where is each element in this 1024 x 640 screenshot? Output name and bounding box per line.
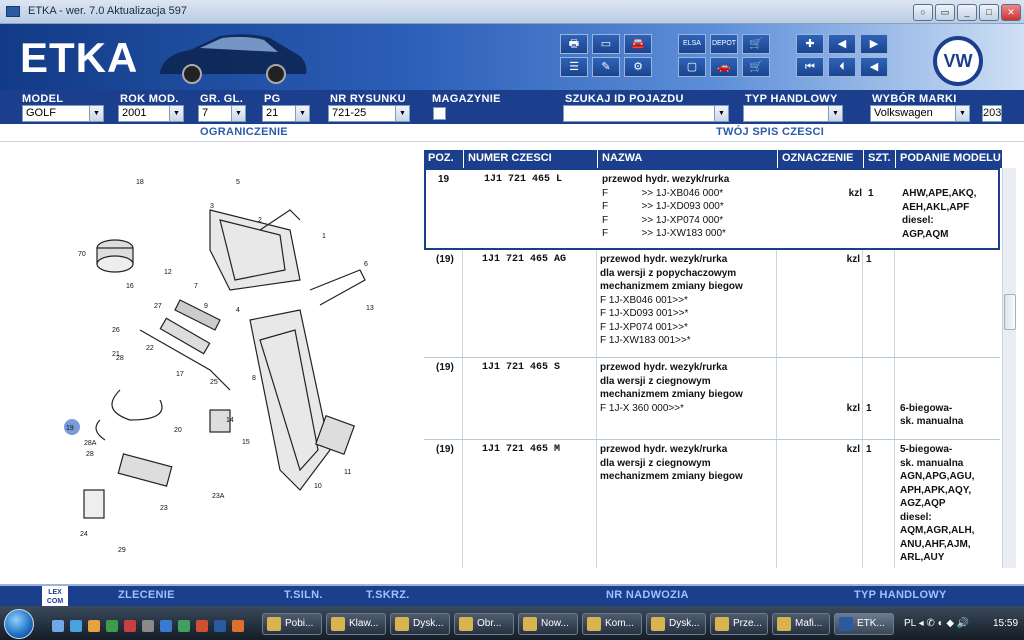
row-poz: (19) — [436, 444, 454, 455]
clock[interactable]: 15:59 — [993, 618, 1019, 629]
model-line: AGN,APG,AGU, — [900, 471, 975, 482]
row-part-number: 1J1 721 465 AG — [482, 254, 567, 265]
chevron-down-icon: ▼ — [714, 106, 728, 121]
taskbar-item-label: Obr... — [477, 618, 502, 629]
list-icon[interactable]: ☰ — [560, 57, 588, 77]
row-poz: 19 — [438, 174, 450, 185]
window-title: ETKA - wer. 7.0 Aktualizacja 597 — [28, 5, 187, 17]
brand-select[interactable] — [870, 105, 970, 122]
book-icon[interactable]: ▭ — [592, 34, 620, 54]
taskbar-item[interactable] — [772, 613, 830, 635]
row-model — [900, 443, 1000, 565]
row-poz: (19) — [436, 254, 454, 265]
model-line — [900, 375, 1000, 389]
gearbox-code-button[interactable]: T.SKRZ. — [366, 589, 410, 601]
callout-1: 1 — [322, 233, 326, 240]
model-line: ARL,AUY — [900, 552, 945, 563]
callout-13: 13 — [366, 305, 374, 312]
name-line: F >> 1J-XW183 000* — [602, 228, 726, 239]
restore-button[interactable]: □ — [979, 4, 999, 21]
model-line: AEH,AKL,APF — [902, 201, 970, 213]
warehouse-label: MAGAZYNIE — [432, 93, 501, 105]
model-line: diesel: — [900, 511, 932, 523]
page-next-icon[interactable]: ▶ — [860, 34, 888, 54]
cart-icon[interactable]: 🛒 — [742, 34, 770, 54]
taskbar-item[interactable] — [646, 613, 706, 635]
taskbar-item-label: Mafi... — [795, 618, 823, 629]
name-line: mechanizmem zmiany biegow — [600, 389, 743, 400]
taskbar-item[interactable] — [454, 613, 514, 635]
chevron-down-icon: ▼ — [955, 106, 969, 121]
drawing-select[interactable] — [328, 105, 410, 122]
firefox-icon[interactable] — [88, 620, 100, 632]
name-line: F >> 1J-XD093 000* — [602, 201, 724, 212]
callout-9: 9 — [204, 303, 208, 310]
bottom-bar — [0, 584, 1024, 606]
brand-value: Volkswagen — [874, 107, 933, 119]
vehicle-id-label: SZUKAJ ID POJAZDU — [565, 93, 684, 105]
lexcom-logo: LEX COM — [42, 586, 68, 608]
row-name — [600, 253, 780, 348]
vehicle-id-select[interactable] — [563, 105, 729, 122]
taskbar-item-label: Pobi... — [285, 618, 314, 629]
row-code: kzl — [848, 188, 862, 199]
row-qty: 1 — [866, 444, 872, 455]
taskbar-item-label: ETK... — [857, 618, 885, 629]
order-button[interactable]: ZLECENIE — [118, 589, 175, 601]
app-header — [0, 24, 1024, 90]
model-line: 5-biegowa- — [900, 444, 953, 455]
name-line: mechanizmem zmiany biegow — [600, 471, 743, 482]
row-name — [602, 173, 782, 241]
group-label: GR. GL. — [200, 93, 244, 105]
model-line: APH,APK,AQY, — [900, 484, 972, 496]
wheel-icon[interactable]: ⚙ — [624, 57, 652, 77]
car-icon[interactable]: 🚘 — [624, 34, 652, 54]
app-icon[interactable] — [142, 620, 154, 632]
group-select[interactable] — [198, 105, 246, 122]
restriction-heading[interactable]: OGRANICZENIE — [200, 126, 288, 138]
model-line — [900, 388, 1000, 402]
close-button[interactable]: ✕ — [1001, 4, 1021, 21]
depot-icon[interactable]: DEPOT — [710, 34, 738, 54]
pg-label: PG — [264, 93, 281, 105]
model-line — [900, 361, 1000, 375]
chevron-down-icon: ▼ — [89, 106, 103, 121]
callout-26: 26 — [112, 327, 120, 334]
pg-value: 21 — [266, 107, 279, 119]
col-code[interactable]: OZNACZENIE — [778, 150, 864, 168]
trade-type-select[interactable] — [743, 105, 843, 122]
name-line: F 1J-XW183 001>>* — [600, 335, 691, 346]
model-line: diesel: — [902, 215, 934, 226]
taskbar-item[interactable] — [262, 613, 322, 635]
callout-6: 6 — [364, 261, 368, 268]
callout-23: 23 — [160, 505, 168, 512]
chevron-down-icon: ▼ — [231, 106, 245, 121]
ie-icon[interactable] — [70, 620, 82, 632]
model-value: GOLF — [26, 107, 56, 119]
row-code: kzl — [846, 403, 860, 414]
year-value: 2001 — [122, 107, 147, 119]
name-line: przewod hydr. wezyk/rurka — [602, 174, 730, 185]
col-poz[interactable]: POZ. — [424, 150, 464, 168]
drawing-label: NR RYSUNKU — [330, 93, 406, 105]
pg-select[interactable] — [262, 105, 310, 122]
app-icon — [6, 6, 20, 17]
row-model — [902, 187, 1000, 241]
taskbar-item[interactable] — [390, 613, 450, 635]
callout-23a: 23A — [212, 493, 225, 500]
col-name[interactable]: NAZWA — [598, 150, 778, 168]
chevron-down-icon: ▼ — [295, 106, 309, 121]
name-line: przewod hydr. wezyk/rurka — [600, 362, 728, 373]
col-part-number[interactable]: NUMER CZESCI — [464, 150, 598, 168]
taskbar-item[interactable] — [582, 613, 642, 635]
row-code: kzl — [846, 254, 860, 265]
callout-15: 15 — [242, 439, 250, 446]
result-count: 203 — [982, 105, 1002, 122]
back-icon[interactable]: ◀ — [860, 57, 888, 77]
skype-icon[interactable] — [160, 620, 172, 632]
callout-20: 20 — [174, 427, 182, 434]
screen-icon[interactable]: ▢ — [678, 57, 706, 77]
os-taskbar — [0, 606, 1024, 640]
table-row[interactable] — [424, 168, 1000, 250]
trade-type-label: TYP HANDLOWY — [745, 93, 838, 105]
taskbar-item-label: Dysk... — [413, 618, 444, 629]
callout-17: 17 — [176, 371, 184, 378]
desktop-icon[interactable] — [52, 620, 64, 632]
chevron-down-icon: ▼ — [395, 106, 409, 121]
callout-28b: 28 — [86, 451, 94, 458]
parts-table-body — [424, 168, 1000, 568]
callout-10: 10 — [314, 483, 322, 490]
taskbar-item-label: Prze... — [733, 618, 762, 629]
prev-icon[interactable]: ⏴ — [828, 57, 856, 77]
chevron-down-icon: ▼ — [828, 106, 842, 121]
callout-29: 29 — [118, 547, 126, 554]
name-line: dla wersji z ciegnowym — [600, 457, 711, 469]
extra-button[interactable]: ○ — [913, 4, 933, 21]
system-tray[interactable]: PL ◂ ✆ ◐ ◆ 🔊 — [904, 618, 970, 629]
group-value: 7 — [202, 107, 209, 119]
row-qty: 1 — [866, 403, 872, 414]
opera-icon[interactable] — [124, 620, 136, 632]
callout-12: 12 — [164, 269, 172, 276]
taskbar-item-label: Dysk... — [669, 618, 700, 629]
row-code: kzl — [846, 444, 860, 455]
callout-70: 70 — [78, 251, 86, 258]
callout-7: 7 — [194, 283, 198, 290]
callout-18: 18 — [136, 179, 144, 186]
vw-logo: VW — [933, 36, 983, 86]
name-line: przewod hydr. wezyk/rurka — [600, 254, 728, 265]
taskbar-item[interactable] — [518, 613, 578, 635]
callout-8: 8 — [252, 375, 256, 382]
name-line: dla wersji z popychaczowym — [600, 267, 737, 279]
parts-table-header — [424, 150, 1002, 168]
chrome-icon[interactable] — [106, 620, 118, 632]
car-banner-image — [150, 28, 310, 86]
name-line: dla wersji z ciegnowym — [600, 375, 711, 387]
section-bar — [0, 124, 1024, 142]
table-row[interactable] — [424, 440, 1000, 568]
callout-11: 11 — [344, 469, 352, 476]
model-select[interactable] — [22, 105, 104, 122]
col-model[interactable]: PODANIE MODELU — [900, 152, 1001, 164]
etka-quick-icon[interactable] — [214, 620, 226, 632]
name-line: przewod hydr. wezyk/rurka — [600, 444, 728, 455]
media-icon[interactable] — [196, 620, 208, 632]
utorrent-icon[interactable] — [178, 620, 190, 632]
table-row[interactable] — [424, 358, 1000, 440]
page-prev-icon[interactable]: ◀ — [828, 34, 856, 54]
model-line: 6-biegowa- — [900, 402, 953, 414]
model-line: AHW,APE,AKQ, — [902, 188, 977, 199]
table-scrollbar[interactable] — [1002, 168, 1016, 568]
table-row[interactable] — [424, 250, 1000, 358]
callout-16: 16 — [126, 283, 134, 290]
callout-14: 14 — [226, 417, 234, 424]
callout-2: 2 — [258, 217, 262, 224]
parts-diagram[interactable] — [60, 170, 390, 560]
start-button[interactable] — [4, 609, 34, 639]
callout-24: 24 — [80, 531, 88, 538]
drawing-value: 721-25 — [332, 107, 367, 119]
name-line: F >> 1J-XP074 000* — [602, 214, 724, 226]
taskbar-item-active[interactable] — [834, 613, 894, 635]
model-line: AGZ,AQP — [900, 498, 946, 509]
cart2-icon[interactable]: 🛒 — [742, 57, 770, 77]
callout-28: 28 — [116, 355, 124, 362]
callout-27: 27 — [154, 303, 162, 310]
vin-button[interactable]: NR NADWOZIA — [606, 589, 689, 601]
callout-4: 4 — [236, 307, 240, 314]
scroll-thumb[interactable] — [1004, 294, 1016, 330]
car2-icon[interactable]: 🚗 — [710, 57, 738, 77]
elsa-icon[interactable]: ELSA — [678, 34, 706, 54]
row-qty: 1 — [866, 254, 872, 265]
warehouse-checkbox[interactable] — [433, 107, 446, 120]
model-line: sk. manualna — [900, 416, 964, 427]
minimize-button[interactable]: _ — [957, 4, 977, 21]
row-model — [900, 361, 1000, 429]
taskbar-item[interactable] — [710, 613, 768, 635]
name-line: F 1J-X 360 000>>* — [600, 402, 684, 414]
model-label: MODEL — [22, 93, 64, 105]
parts-list-heading[interactable]: TWÓJ SPIS CZESCI — [716, 126, 825, 138]
name-line: F 1J-XP074 001>>* — [600, 321, 688, 333]
model-line: ANU,AHF,AJM, — [900, 538, 971, 550]
col-qty[interactable]: SZT. — [864, 150, 896, 168]
model-line: AQM,AGR,ALH, — [900, 525, 975, 536]
callout-28a: 28A — [84, 440, 97, 447]
fullscreen-button[interactable]: ▭ — [935, 4, 955, 21]
pin-icon[interactable]: ✚ — [796, 34, 824, 54]
row-part-number: 1J1 721 465 L — [484, 174, 563, 185]
callout-21: 21 — [112, 351, 120, 358]
brand-label: WYBÓR MARKI — [872, 93, 957, 105]
row-name — [600, 361, 780, 415]
row-name — [600, 443, 780, 484]
engine-code-button[interactable]: T.SILN. — [284, 589, 323, 601]
chevron-down-icon: ▼ — [169, 106, 183, 121]
taskbar-item-label: Kom... — [605, 618, 634, 629]
callout-5: 5 — [236, 179, 240, 186]
row-part-number: 1J1 721 465 S — [482, 362, 561, 373]
print-icon[interactable]: 🖶 — [560, 34, 588, 54]
title-bar — [0, 0, 1024, 24]
model-line: sk. manualna — [900, 457, 964, 469]
taskbar-item-label: Now... — [541, 618, 569, 629]
browser-icon[interactable] — [232, 620, 244, 632]
callout-25: 25 — [210, 379, 218, 386]
etka-logo: ETKA — [20, 34, 139, 81]
pencil-icon[interactable]: ✎ — [592, 57, 620, 77]
model-line: AGP,AQM — [902, 228, 949, 240]
filter-bar — [0, 90, 1024, 124]
row-poz: (19) — [436, 362, 454, 373]
name-line: F 1J-XB046 001>>* — [600, 294, 688, 306]
taskbar-item-label: Klaw... — [349, 618, 379, 629]
first-icon[interactable]: ⏮ — [796, 57, 824, 77]
callout-3: 3 — [210, 203, 214, 210]
year-label: ROK MOD. — [120, 93, 179, 105]
name-line: F >> 1J-XB046 000* — [602, 187, 724, 199]
year-select[interactable] — [118, 105, 184, 122]
taskbar-item[interactable] — [326, 613, 386, 635]
trade-type-button[interactable]: TYP HANDLOWY — [854, 589, 947, 601]
callout-22: 22 — [146, 345, 154, 352]
row-qty: 1 — [868, 188, 874, 199]
name-line: F 1J-XD093 001>>* — [600, 308, 689, 319]
row-part-number: 1J1 721 465 M — [482, 444, 561, 455]
callout-19: 19 — [66, 425, 74, 432]
name-line: mechanizmem zmiany biegow — [600, 281, 743, 292]
